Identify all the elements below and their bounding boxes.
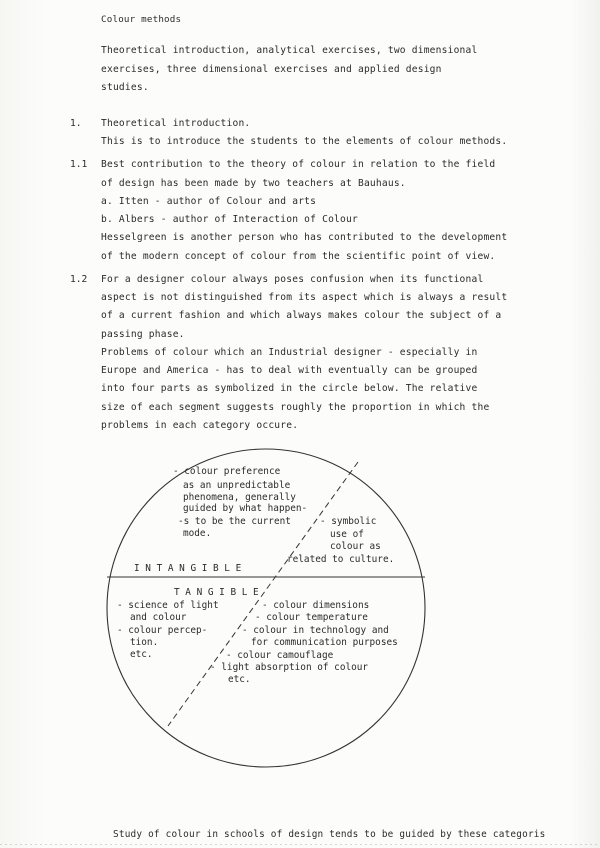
upper-left-line-4: guided by what happen- [183,503,308,514]
upper-right-line-2: use of [330,529,364,540]
intro-line-2: exercises, three dimensional exercises and applied design [101,64,442,75]
lower-right-line-2: - colour temperature [255,612,368,623]
section-1-1-line-1: Best contribution to the theory of colour in relation to the field [101,159,496,170]
lower-right-line-6: - light absorption of colour [210,662,369,673]
section-1-2-line-8: size of each segment suggests roughly the proportion in which the [101,402,490,413]
upper-left-line-5: -s to be the current [178,516,291,527]
lower-right-line-4: for communication purposes [251,637,398,648]
section-1-2-line-2: aspect is not distinguished from its aspect which is always a result [101,292,508,303]
upper-left-line-6: mode. [183,528,212,539]
intangible-label: I N T A N G I B L E [134,563,242,574]
section-1-line-1: Theoretical introduction. [101,118,251,129]
section-1-1-line-5: Hesselgreen is another person who has contributed to the development [101,232,508,243]
bottom-edge-dots [0,844,600,845]
section-1-1-line-3: a. Itten - author of Colour and arts [101,196,317,207]
intro-line-3: studies. [101,82,149,93]
section-1-1-line-4: b. Albers - author of Interaction of Colour [101,214,358,225]
section-1-2-line-1: For a designer colour always poses confusion when its functional [101,274,484,285]
lower-left-line-1: - science of light [117,600,219,611]
section-number-1: 1. [70,118,82,129]
lower-right-line-7: etc. [228,674,251,685]
section-1-2-line-4: passing phase. [101,329,185,340]
upper-right-line-4: related to culture. [287,554,395,565]
section-number-1-2: 1.2 [70,274,88,285]
section-1-1-line-2: of design has been made by two teachers at Bauhaus. [101,178,406,189]
section-1-2-line-5: Problems of colour which an Industrial designer - especially in [101,347,478,358]
footer-line: Study of colour in schools of design tends to be guided by these categoris [113,829,546,840]
upper-left-line-2: as an unpredictable [183,480,291,491]
tangible-label: T A N G I B L E [174,587,259,598]
intro-line-1: Theoretical introduction, analytical exercises, two dimensional [101,45,478,56]
lower-right-line-5: - colour camouflage [226,650,334,661]
section-1-2-line-6: Europe and America - has to deal with eventually can be grouped [101,365,478,376]
lower-left-line-5: etc. [130,649,153,660]
lower-right-line-3: - colour in technology and [242,625,389,636]
upper-right-line-3: colour as [330,541,381,552]
lower-right-line-1: - colour dimensions [262,600,370,611]
lower-left-line-2: and colour [130,612,187,623]
lower-left-line-4: tion. [130,637,159,648]
lower-left-line-3: - colour percep- [117,625,208,636]
section-1-line-2: This is to introduce the students to the elements of colour methods. [101,136,508,147]
upper-right-line-1: - symbolic [320,516,377,527]
section-1-2-line-9: problems in each category occure. [101,420,299,431]
upper-left-line-1: - colour preference [173,466,281,477]
upper-left-line-3: phenomena, generally [183,492,296,503]
section-1-2-line-7: into four parts as symbolized in the circle below. The relative [101,383,478,394]
section-1-1-line-6: of the modern concept of colour from the scientific point of view. [101,251,496,262]
section-1-2-line-3: of a current fashion and which always makes colour the subject of a [101,310,502,321]
document-heading: Colour methods [101,14,182,25]
section-number-1-1: 1.1 [70,159,88,170]
